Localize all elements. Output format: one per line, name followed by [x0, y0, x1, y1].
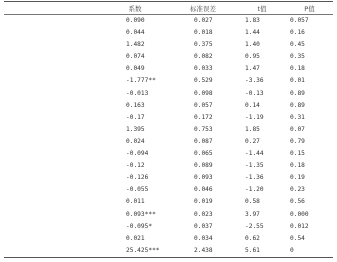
- coefficient-cell: -0.17: [126, 113, 145, 121]
- variable-name-cell: [4, 136, 102, 148]
- coefficient-cell: -0.095*: [126, 222, 153, 230]
- header-p-value: P值: [286, 2, 333, 15]
- t-value-cell: -1.19: [245, 113, 264, 121]
- table-row: [4, 27, 333, 39]
- coefficient-cell: -0.055: [126, 186, 149, 194]
- variable-name-cell: [4, 100, 102, 112]
- p-value-cell: 0.31: [290, 113, 305, 121]
- t-value-cell: 3.97: [245, 210, 260, 218]
- table-row: [4, 148, 333, 160]
- variable-name-cell: [4, 112, 102, 124]
- p-value-cell: 0.16: [290, 29, 305, 37]
- table-header: [4, 2, 333, 15]
- t-value-cell: 0.95: [245, 53, 260, 61]
- standard-error-cell: 0.065: [194, 150, 213, 158]
- variable-name-cell: [4, 172, 102, 184]
- p-value-cell: 0.057: [290, 17, 309, 24]
- t-value-cell: 0.62: [245, 234, 260, 242]
- coefficient-cell: 0.021: [126, 234, 145, 242]
- header-t-value: t值: [238, 2, 286, 15]
- variable-name-cell: [4, 27, 102, 39]
- coefficient-cell: -0.126: [126, 174, 149, 182]
- p-value-cell: 0.012: [290, 222, 309, 230]
- p-value-cell: 0.19: [290, 174, 305, 182]
- variable-name-cell: [4, 209, 102, 221]
- p-value-cell: 0.89: [290, 101, 305, 109]
- p-value-cell: 0.79: [290, 137, 305, 145]
- variable-name-cell: [4, 63, 102, 75]
- t-value-cell: -1.20: [245, 186, 264, 194]
- coefficient-cell: 0.093***: [126, 210, 156, 218]
- t-value-cell: 1.85: [245, 125, 260, 133]
- standard-error-cell: 0.046: [194, 186, 213, 194]
- standard-error-cell: 0.019: [194, 198, 213, 206]
- variable-name-cell: [4, 160, 102, 172]
- table-row: [4, 209, 333, 221]
- standard-error-cell: 0.037: [194, 222, 213, 230]
- coefficient-cell: 1.395: [126, 125, 145, 133]
- standard-error-cell: 0.529: [194, 77, 213, 85]
- t-value-cell: 1.83: [245, 17, 260, 24]
- standard-error-cell: 0.098: [194, 89, 213, 97]
- variable-name-cell: [4, 184, 102, 196]
- standard-error-cell: 0.082: [194, 53, 213, 61]
- p-value-cell: 0.54: [290, 234, 305, 242]
- t-value-cell: -3.36: [245, 77, 264, 85]
- coefficient-cell: 0.011: [126, 198, 145, 206]
- coefficient-cell: -1.777**: [126, 77, 156, 85]
- table-row: [4, 124, 333, 136]
- t-value-cell: 1.40: [245, 41, 260, 49]
- coefficient-cell: 0.044: [126, 29, 145, 37]
- t-value-cell: -1.44: [245, 150, 264, 158]
- coefficient-cell: 0.074: [126, 53, 145, 61]
- p-value-cell: 0.56: [290, 198, 305, 206]
- table-body: [4, 15, 333, 258]
- standard-error-cell: 2.438: [168, 245, 238, 258]
- standard-error-cell: 0.172: [194, 113, 213, 121]
- coefficient-cell: 0.090: [126, 17, 145, 24]
- p-value-cell: 0.89: [290, 89, 305, 97]
- t-value-cell: 5.61: [238, 245, 286, 258]
- table-row: [4, 233, 333, 245]
- table-row: [4, 63, 333, 75]
- standard-error-cell: 0.089: [194, 162, 213, 170]
- coefficient-cell: 1.482: [126, 41, 145, 49]
- standard-error-cell: 0.033: [194, 65, 213, 73]
- t-value-cell: -1.35: [245, 162, 264, 170]
- standard-error-cell: 0.057: [194, 101, 213, 109]
- t-value-cell: 0.27: [245, 137, 260, 145]
- coefficient-cell: 0.049: [126, 65, 145, 73]
- coefficient-cell: 0.024: [126, 137, 145, 145]
- variable-name-cell: [4, 15, 102, 28]
- variable-name-cell: [4, 148, 102, 160]
- table-row: [4, 196, 333, 208]
- variable-name-cell: [4, 88, 102, 100]
- variable-name-cell: [4, 196, 102, 208]
- regression-table: [4, 1, 333, 258]
- table-row: [4, 184, 333, 196]
- standard-error-cell: 0.087: [194, 137, 213, 145]
- table-row: [4, 221, 333, 233]
- p-value-cell: 0.000: [290, 210, 309, 218]
- t-value-cell: 0.58: [245, 198, 260, 206]
- t-value-cell: -1.36: [245, 174, 264, 182]
- standard-error-cell: 0.027: [194, 17, 213, 24]
- table-row: [4, 75, 333, 87]
- t-value-cell: 0.14: [245, 101, 260, 109]
- p-value-cell: 0.15: [290, 150, 305, 158]
- t-value-cell: -0.13: [245, 89, 264, 97]
- coefficient-cell: 0.163: [126, 101, 145, 109]
- standard-error-cell: 0.018: [194, 29, 213, 37]
- p-value-cell: 0.18: [290, 65, 305, 73]
- p-value-cell: 0.35: [290, 53, 305, 61]
- table-row: [4, 100, 333, 112]
- variable-name-cell: [4, 39, 102, 51]
- table-row: [4, 160, 333, 172]
- variable-name-cell: [4, 75, 102, 87]
- t-value-cell: 1.47: [245, 65, 260, 73]
- variable-name-cell: [4, 124, 102, 136]
- standard-error-cell: 0.023: [194, 210, 213, 218]
- table-row: [4, 172, 333, 184]
- variable-name-cell: [4, 245, 102, 258]
- table-row: [4, 88, 333, 100]
- t-value-cell: 1.44: [245, 29, 260, 37]
- table-row: [4, 136, 333, 148]
- coefficient-cell: -0.12: [126, 162, 145, 170]
- p-value-cell: 0.18: [290, 162, 305, 170]
- p-value-cell: 0.07: [290, 125, 305, 133]
- table-row: [4, 112, 333, 124]
- header-coefficient: 系数: [102, 2, 168, 15]
- standard-error-cell: 0.093: [194, 174, 213, 182]
- coefficient-cell: 25.425***: [102, 245, 168, 258]
- p-value-cell: 0.23: [290, 186, 305, 194]
- p-value-cell: 0: [286, 245, 333, 258]
- variable-name-cell: [4, 233, 102, 245]
- table-row: [4, 245, 333, 258]
- variable-name-cell: [4, 51, 102, 63]
- header-variable-name: [4, 2, 102, 15]
- header-standard-error: 标准误差: [168, 2, 238, 15]
- coefficient-cell: -0.094: [126, 150, 149, 158]
- table-row: [4, 15, 333, 28]
- variable-name-cell: [4, 221, 102, 233]
- coefficient-cell: -0.013: [126, 89, 149, 97]
- p-value-cell: 0.01: [290, 77, 305, 85]
- table-row: [4, 51, 333, 63]
- header-row: [4, 2, 333, 15]
- t-value-cell: -2.55: [245, 222, 264, 230]
- standard-error-cell: 0.753: [194, 125, 213, 133]
- standard-error-cell: 0.034: [194, 234, 213, 242]
- standard-error-cell: 0.375: [194, 41, 213, 49]
- table-row: [4, 39, 333, 51]
- p-value-cell: 0.45: [290, 41, 305, 49]
- regression-table-container: [4, 1, 333, 258]
